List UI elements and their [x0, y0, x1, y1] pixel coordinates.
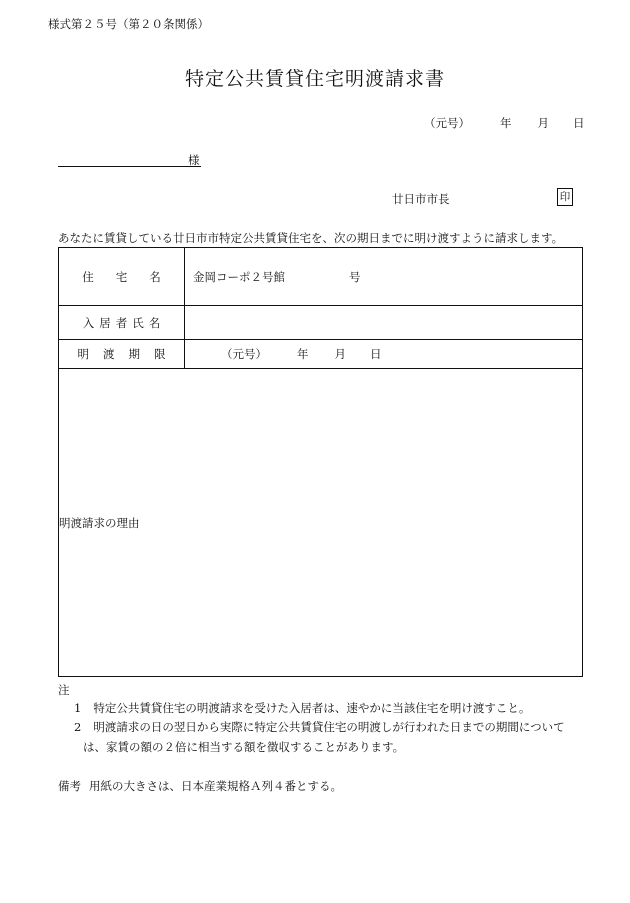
- occupant-label: [59, 306, 185, 340]
- date-day: 日: [573, 116, 585, 130]
- note-text: 特定公共賃貸住宅の明渡請求を受けた入居者は、速やかに当該住宅を明け渡すこと。: [93, 701, 531, 715]
- remarks: [58, 778, 342, 794]
- note-item: [74, 700, 530, 716]
- residence-name: 金岡コーポ２号館: [193, 269, 285, 284]
- intro-text: あなたに賃貸している廿日市市特定公共賃貸住宅を、次の期日までに明け渡すように請求します。: [58, 231, 564, 245]
- remarks-text: 用紙の大きさは、日本産業規格Ａ列４番とする。: [89, 779, 342, 793]
- issuer-title: 廿日市市長: [392, 192, 450, 206]
- issue-date: [424, 115, 585, 131]
- form-number: 様式第２５号（第２０条関係）: [48, 17, 209, 31]
- date-year: 年: [500, 116, 512, 130]
- residence-label: [59, 248, 185, 306]
- deadline-label-text: 明渡期限: [77, 347, 180, 361]
- reason-field[interactable]: [59, 369, 583, 677]
- request-form-table: [58, 247, 583, 677]
- document-title: 特定公共賃貸住宅明渡請求書: [184, 68, 445, 90]
- deadline-label: [59, 340, 185, 369]
- deadline-year: 年: [297, 347, 309, 361]
- table-row-reason: [59, 369, 583, 677]
- remarks-label: 備考: [58, 779, 81, 793]
- date-era: （元号）: [424, 116, 470, 130]
- note-text-line2: は、家賃の額の２倍に相当する額を徴収することがあります。: [83, 740, 405, 754]
- note-text-line1: 明渡請求の日の翌日から実際に特定公共賃貸住宅の明渡しが行われた日までの期間について: [93, 720, 565, 734]
- deadline-era: （元号）: [221, 347, 267, 361]
- occupant-label-text: 入居者氏名: [82, 315, 166, 330]
- notes-heading: 注: [58, 683, 70, 697]
- addressee-name-field[interactable]: [58, 152, 201, 167]
- date-month: 月: [537, 116, 549, 130]
- residence-label-text: 住宅名: [82, 269, 183, 284]
- addressee-suffix: 様: [188, 153, 200, 167]
- note-number: 2: [74, 720, 82, 734]
- occupant-name-field[interactable]: [185, 306, 583, 340]
- deadline-day: 日: [370, 347, 382, 361]
- table-row-deadline: [59, 340, 583, 369]
- residence-number-suffix: 号: [349, 269, 361, 284]
- note-number: 1: [74, 701, 82, 715]
- table-row-occupant: [59, 306, 583, 340]
- seal-box: 印: [557, 188, 573, 206]
- residence-value-cell[interactable]: [185, 248, 583, 306]
- deadline-month: 月: [334, 347, 346, 361]
- table-row-residence: [59, 248, 583, 306]
- deadline-date-field[interactable]: [185, 340, 583, 369]
- note-item: [74, 719, 565, 735]
- reason-label: 明渡請求の理由: [59, 515, 140, 530]
